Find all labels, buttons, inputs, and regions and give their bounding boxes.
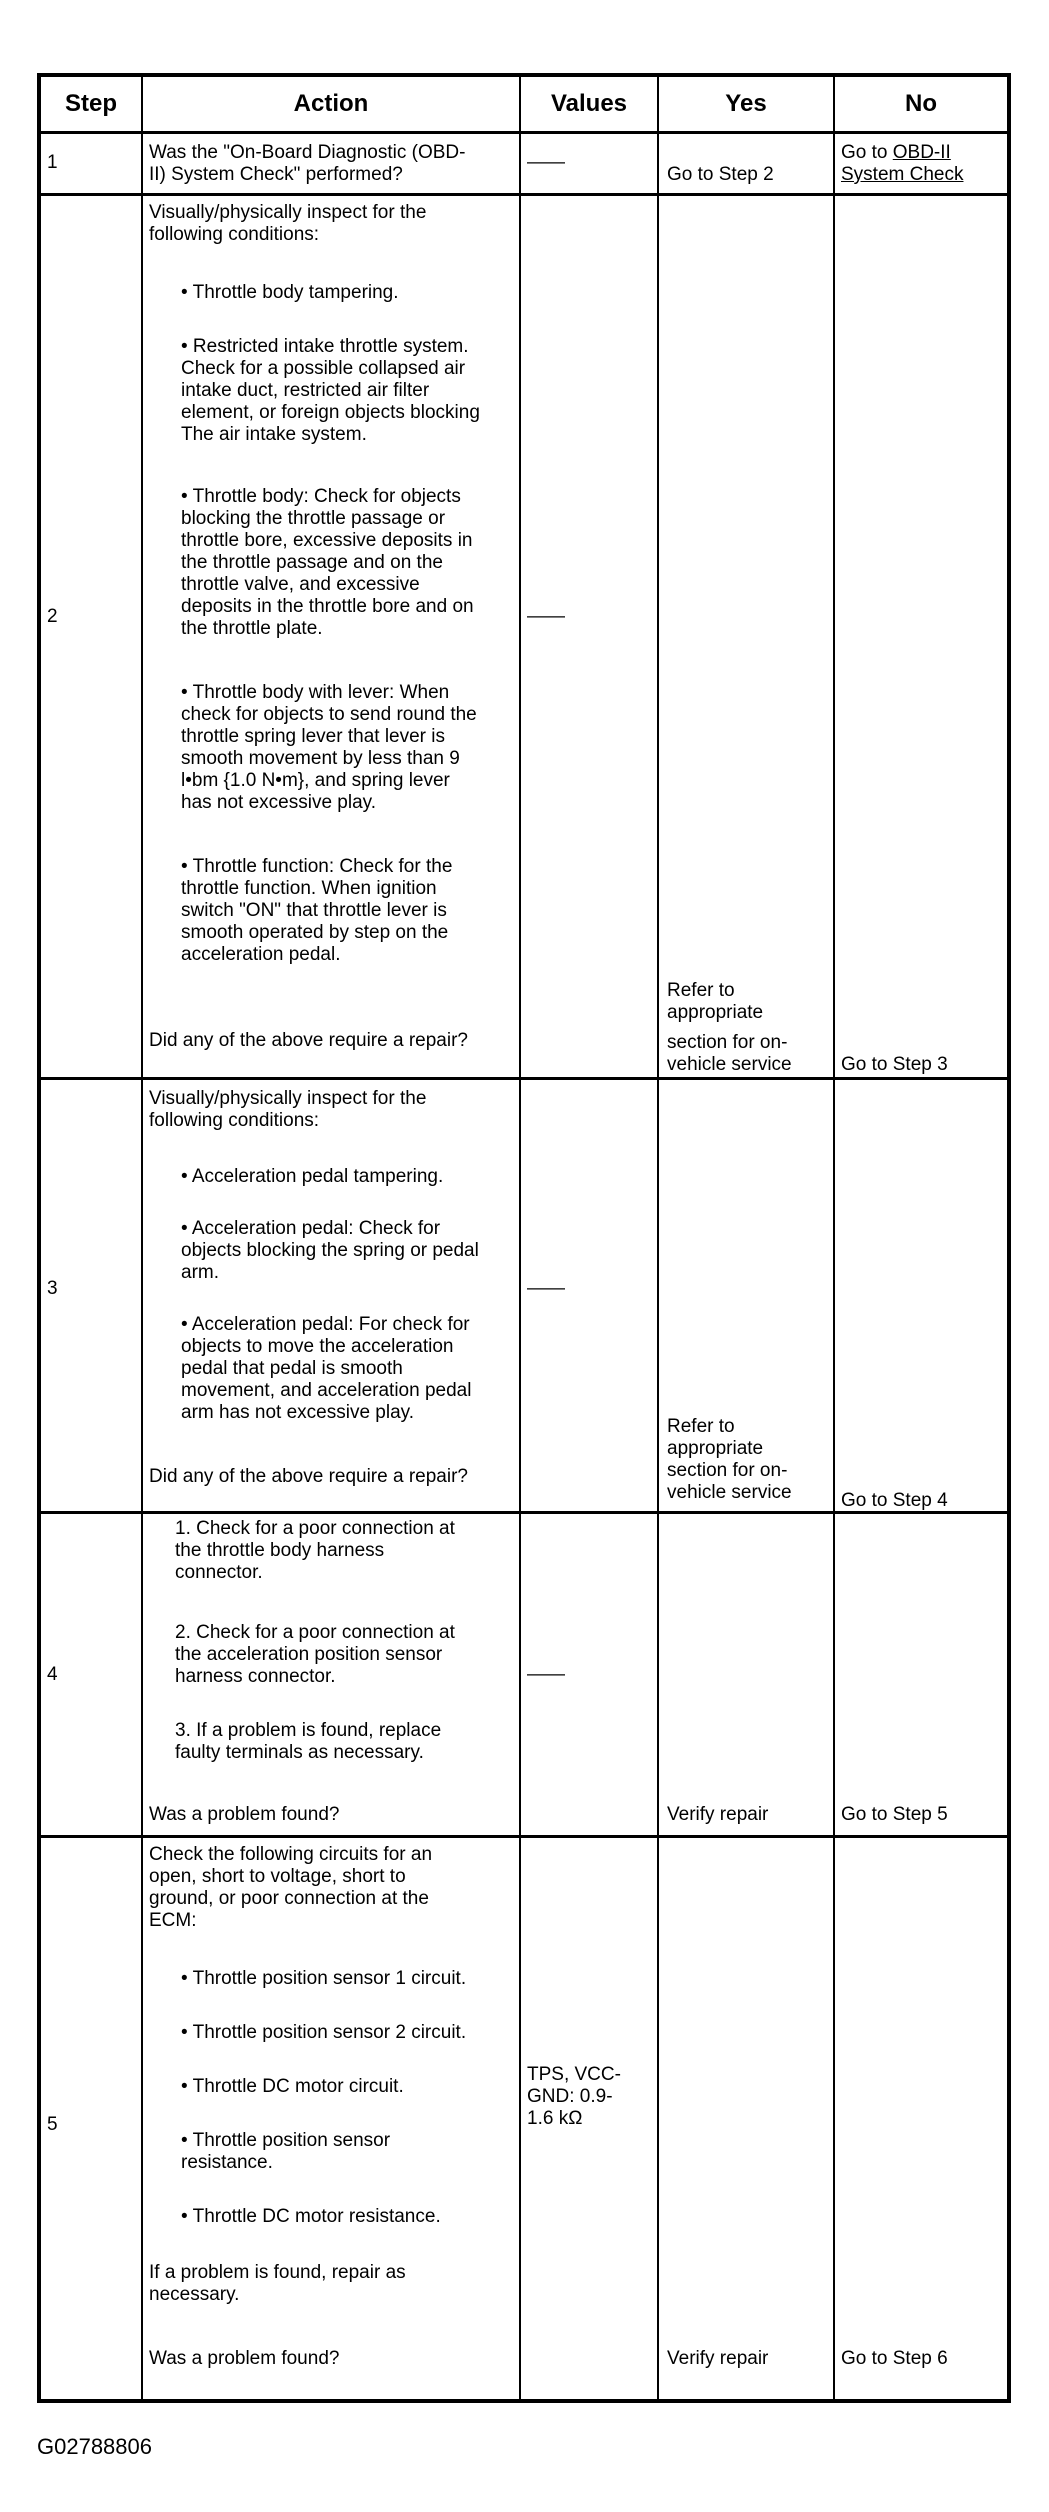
yes-text: Verify repair (667, 2348, 769, 2369)
diagnostic-table (37, 73, 1011, 2403)
obd-ii-system-check-link[interactable]: OBD-II System Check (841, 142, 964, 185)
table-row-step-5 (41, 1838, 1007, 2399)
no-text: Go to Step 3 (841, 1054, 948, 1075)
header-yes: Yes (659, 77, 835, 131)
header-step: Step (41, 77, 143, 131)
action-bullet: • Acceleration pedal: For check for objects to move the acceleration pedal that pedal is smooth movement, and acceleration pedal arm has not excessive play. (181, 1314, 472, 1423)
action-bullet: • Throttle body with lever: When check for objects to send round the throttle spring lever that lever is smooth movement by less than 9 l•bm {1.0 N•m}, and spring lever has not excessive play. (181, 682, 477, 813)
table-row-step-1 (41, 134, 1007, 196)
no-cell (841, 142, 963, 186)
action-question: Did any of the above require a repair? (149, 1466, 468, 1487)
action-question: Was a problem found? (149, 1804, 340, 1825)
action-question: Was a problem found? (149, 2348, 340, 2369)
values-text: —— (527, 606, 565, 627)
header-values: Values (521, 77, 659, 131)
figure-id: G02788806 (37, 2434, 152, 2459)
yes-text: Refer to appropriate section for on- vehicle service (667, 1416, 792, 1503)
step-number: 1 (47, 152, 58, 173)
yes-text: Refer to appropriate (667, 980, 764, 1023)
table-row-step-4 (41, 1514, 1007, 1838)
action-bullet: • Restricted intake throttle system. Check for a possible collapsed air intake duct, restricted air filter element, or foreign objects blocking The air intake system. (181, 336, 480, 445)
values-text: TPS, VCC- GND: 0.9- 1.6 kΩ (527, 2064, 621, 2129)
step-number: 3 (47, 1278, 58, 1299)
step-number: 4 (47, 1664, 58, 1685)
action-intro: Visually/physically inspect for the following conditions: (149, 1088, 427, 1131)
values-text: —— (527, 152, 565, 173)
action-item: 2. Check for a poor connection at the acceleration position sensor harness connector. (175, 1622, 455, 1687)
header-no: No (905, 90, 937, 117)
action-bullet: • Throttle DC motor resistance. (181, 2206, 441, 2227)
values-text: —— (527, 1278, 565, 1299)
header-action: Action (143, 77, 521, 131)
action-item: 3. If a problem is found, replace faulty terminals as necessary. (175, 1720, 442, 1763)
action-bullet: • Throttle position sensor 2 circuit. (181, 2022, 467, 2043)
yes-text: Go to Step 2 (667, 164, 774, 185)
values-text: —— (527, 1664, 565, 1685)
action-bullet: • Throttle position sensor 1 circuit. (181, 1968, 467, 1989)
action-bullet: • Throttle body tampering. (181, 282, 399, 303)
action-item: 1. Check for a poor connection at the throttle body harness connector. (175, 1518, 455, 1583)
step-number: 2 (47, 606, 58, 627)
action-question: Did any of the above require a repair? (149, 1030, 468, 1051)
no-text: Go to Step 4 (841, 1490, 948, 1511)
action-bullet: • Throttle body: Check for objects blocking the throttle passage or throttle bore, excessive deposits in the throttle passage and on the throttle valve, and excessive deposits in the throttle bore and on the throttle plate. (181, 486, 474, 639)
yes-text: section for on- vehicle service (667, 1032, 792, 1075)
action-intro: Visually/physically inspect for the following conditions: (149, 202, 427, 245)
yes-text: Verify repair (667, 1804, 769, 1825)
no-prefix: Go to (841, 142, 893, 163)
table-row-step-3 (41, 1080, 1007, 1514)
action-bullet: • Acceleration pedal tampering. (181, 1166, 444, 1187)
table-row-step-2 (41, 196, 1007, 1080)
action-bullet: • Throttle DC motor circuit. (181, 2076, 404, 2097)
action-bullet: • Throttle function: Check for the throttle function. When ignition switch "ON" that throttle lever is smooth operated by step on the acceleration pedal. (181, 856, 453, 965)
no-text: Go to Step 5 (841, 1804, 948, 1825)
action-bullet: • Acceleration pedal: Check for objects blocking the spring or pedal arm. (181, 1218, 479, 1283)
action-bullet: • Throttle position sensor resistance. (181, 2130, 391, 2173)
step-number: 5 (47, 2114, 58, 2135)
action-outro: If a problem is found, repair as necessary. (149, 2262, 406, 2305)
no-text: Go to Step 6 (841, 2348, 948, 2369)
table-header-row (41, 77, 1007, 134)
action-intro: Check the following circuits for an open, short to voltage, short to ground, or poor connection at the ECM: (149, 1844, 433, 1931)
action-text: Was the "On-Board Diagnostic (OBD- II) System Check" performed? (149, 142, 466, 185)
